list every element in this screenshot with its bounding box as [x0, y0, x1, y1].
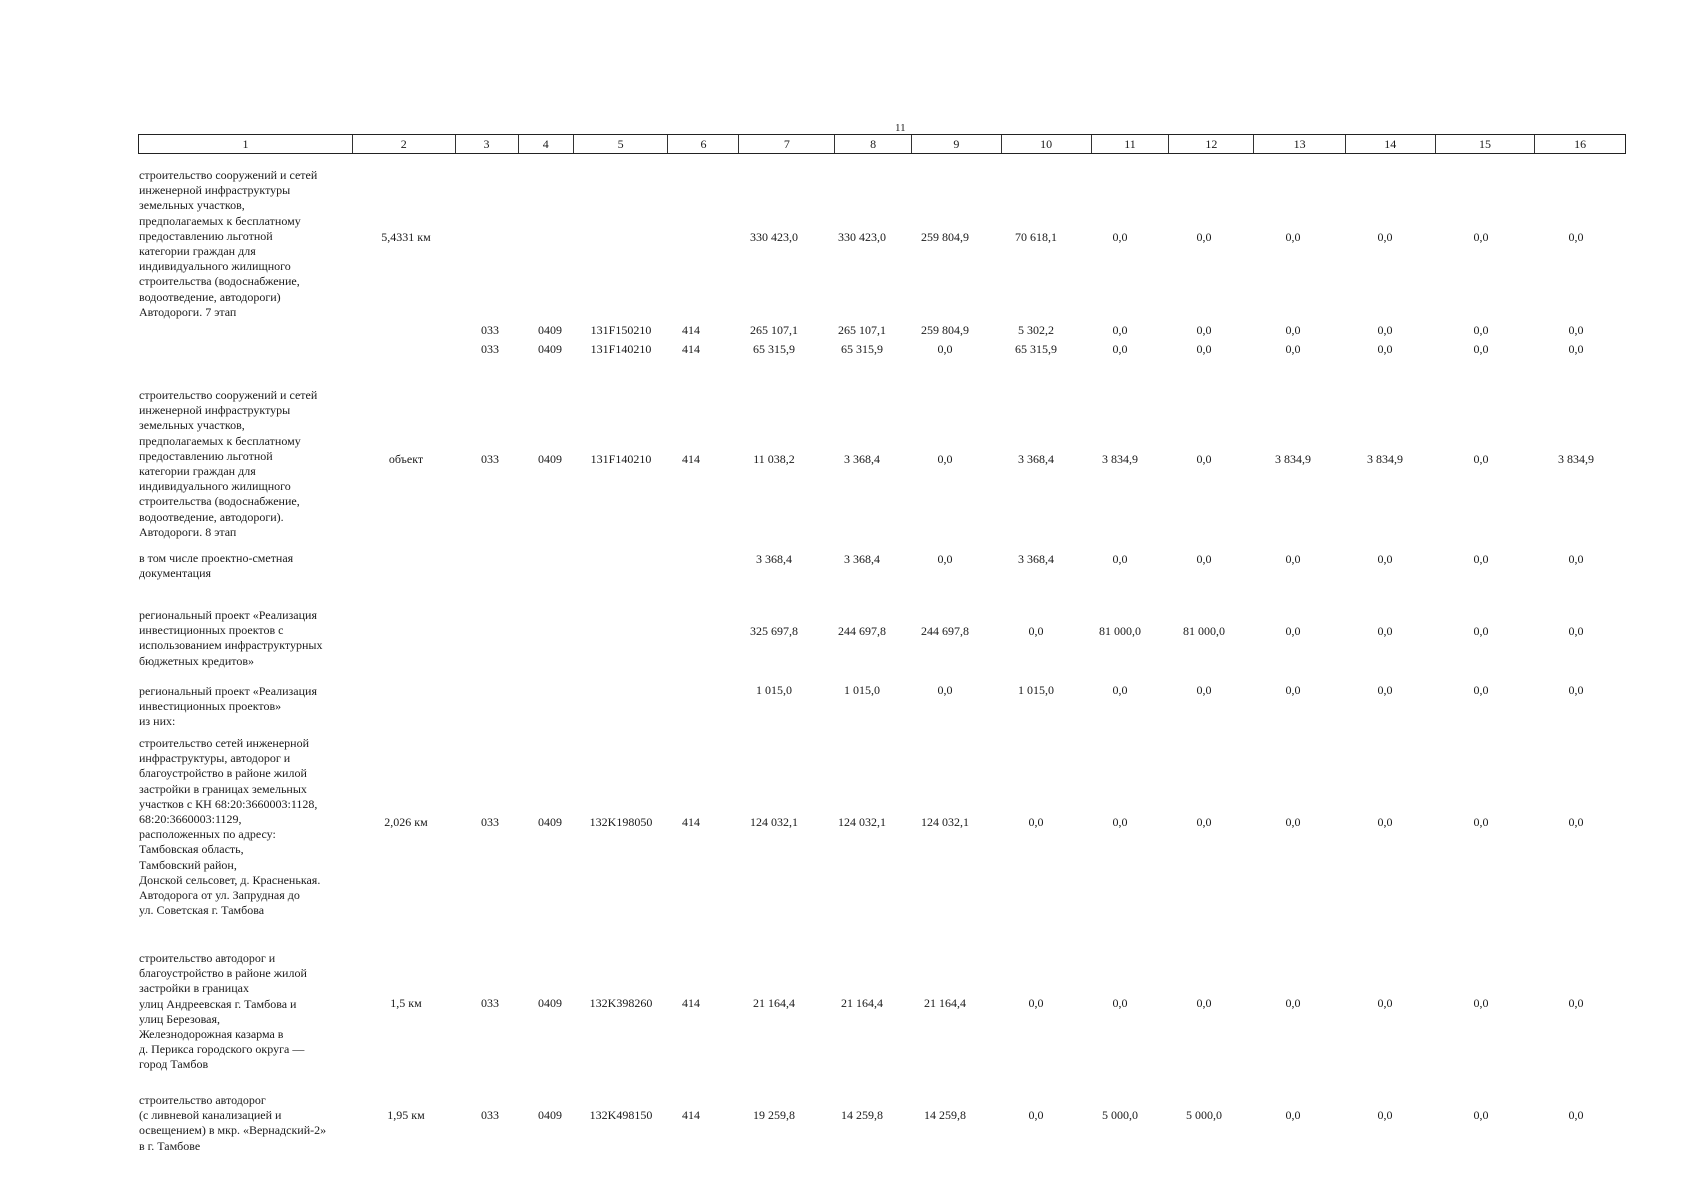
table-cell-c10: 65 315,9 — [1015, 342, 1057, 356]
table-cell-c9: 124 032,1 — [921, 815, 969, 829]
table-cell-c4: 0409 — [538, 452, 562, 466]
table-cell-c9: 0,0 — [937, 452, 953, 466]
table-cell-c8: 244 697,8 — [838, 624, 886, 638]
table-cell-c15: 0,0 — [1473, 323, 1489, 337]
header-cell: 12 — [1169, 135, 1254, 153]
table-cell-c7: 1 015,0 — [756, 683, 792, 697]
table-cell-c3: 033 — [481, 342, 499, 356]
table-cell-c13: 0,0 — [1285, 624, 1301, 638]
header-cell: 4 — [519, 135, 574, 153]
row-label: строительство автодорог и благоустройство в районе жилой застройки в границах улиц Андреевская г. Тамбова и улиц Березовая, Железнодорожная казарма в д. Перикса городского округа — город Тамбов — [139, 951, 307, 1072]
table-cell-c8: 330 423,0 — [838, 230, 886, 244]
table-cell-c16: 0,0 — [1568, 815, 1584, 829]
table-cell-c14: 0,0 — [1377, 996, 1393, 1010]
table-cell-c9: 0,0 — [937, 552, 953, 566]
table-cell-c15: 0,0 — [1473, 230, 1489, 244]
table-cell-c13: 0,0 — [1285, 342, 1301, 356]
table-cell-c11: 0,0 — [1112, 683, 1128, 697]
row-label: строительство сооружений и сетей инженерной инфраструктуры земельных участков, предполагаемых к бесплатному предоставлению льготной категории граждан для индивидуального жилищного строительства (водоснабжение, водоотведение, автодороги) Автодороги. 7 этап — [139, 168, 318, 319]
table-cell-c7: 11 038,2 — [753, 452, 795, 466]
table-cell-c10: 3 368,4 — [1018, 552, 1054, 566]
header-cell: 9 — [912, 135, 1002, 153]
table-cell-c11: 5 000,0 — [1102, 1108, 1138, 1122]
row-label: строительство автодорог (с ливневой канализацией и освещением) в мкр. «Вернадский-2» в г. Тамбове — [139, 1093, 327, 1153]
header-cell: 14 — [1346, 135, 1436, 153]
table-cell-c13: 0,0 — [1285, 1108, 1301, 1122]
table-cell-c9: 259 804,9 — [921, 230, 969, 244]
table-cell-c2: объект — [388, 452, 424, 466]
table-cell-c11: 0,0 — [1112, 815, 1128, 829]
header-cell: 5 — [574, 135, 669, 153]
table-cell-c12: 5 000,0 — [1186, 1108, 1222, 1122]
table-cell-c11: 81 000,0 — [1099, 624, 1141, 638]
table-cell-c10: 70 618,1 — [1015, 230, 1057, 244]
table-cell-c4: 0409 — [538, 342, 562, 356]
header-cell: 15 — [1436, 135, 1536, 153]
table-cell-c8: 265 107,1 — [838, 323, 886, 337]
table-cell-c6: 414 — [682, 815, 700, 829]
header-cell: 3 — [456, 135, 519, 153]
table-cell-c12: 0,0 — [1196, 815, 1212, 829]
table-cell-c13: 0,0 — [1285, 552, 1301, 566]
table-cell-c8: 3 368,4 — [844, 452, 880, 466]
table-cell-c6: 414 — [682, 452, 700, 466]
table-cell-c5: 132K198050 — [589, 815, 653, 829]
table-cell-c13: 0,0 — [1285, 323, 1301, 337]
table-cell-c6: 414 — [682, 323, 700, 337]
table-cell-c15: 0,0 — [1473, 342, 1489, 356]
table-cell-c7: 265 107,1 — [750, 323, 798, 337]
table-header-row — [138, 134, 1626, 154]
header-cell: 2 — [353, 135, 456, 153]
table-cell-c12: 0,0 — [1196, 230, 1212, 244]
table-cell-c8: 65 315,9 — [841, 342, 883, 356]
header-cell: 16 — [1574, 137, 1587, 151]
table-cell-c11: 0,0 — [1112, 996, 1128, 1010]
table-cell-c14: 0,0 — [1377, 323, 1393, 337]
table-cell-c2: 1,95 км — [387, 1108, 425, 1122]
table-cell-c10: 0,0 — [1028, 624, 1044, 638]
table-cell-c9: 244 697,8 — [921, 624, 969, 638]
table-cell-c15: 0,0 — [1473, 624, 1489, 638]
table-cell-c16: 0,0 — [1568, 1108, 1584, 1122]
table-cell-c11: 3 834,9 — [1102, 452, 1138, 466]
table-cell-c13: 0,0 — [1285, 996, 1301, 1010]
table-cell-c8: 14 259,8 — [841, 1108, 883, 1122]
table-cell-c15: 0,0 — [1473, 552, 1489, 566]
table-cell-c4: 0409 — [538, 996, 562, 1010]
table-cell-c5: 131F140210 — [590, 452, 652, 466]
table-cell-c13: 3 834,9 — [1275, 452, 1311, 466]
table-cell-c12: 0,0 — [1196, 683, 1212, 697]
table-cell-c12: 0,0 — [1196, 342, 1212, 356]
row-label: из них: — [139, 714, 176, 728]
table-cell-c15: 0,0 — [1473, 1108, 1489, 1122]
table-cell-c11: 0,0 — [1112, 323, 1128, 337]
table-cell-c10: 0,0 — [1028, 815, 1044, 829]
table-cell-c14: 3 834,9 — [1367, 452, 1403, 466]
table-cell-c12: 0,0 — [1196, 323, 1212, 337]
table-cell-c3: 033 — [481, 1108, 499, 1122]
table-cell-c8: 1 015,0 — [844, 683, 880, 697]
table-cell-c3: 033 — [481, 323, 499, 337]
table-cell-c2: 5,4331 км — [381, 230, 431, 244]
table-cell-c14: 0,0 — [1377, 342, 1393, 356]
table-cell-c16: 0,0 — [1568, 624, 1584, 638]
table-cell-c9: 0,0 — [937, 342, 953, 356]
page-number: 11 — [895, 122, 906, 134]
table-cell-c4: 0409 — [538, 323, 562, 337]
table-cell-c14: 0,0 — [1377, 624, 1393, 638]
table-cell-c4: 0409 — [538, 815, 562, 829]
table-cell-c16: 0,0 — [1568, 996, 1584, 1010]
table-cell-c16: 0,0 — [1568, 552, 1584, 566]
table-cell-c15: 0,0 — [1473, 996, 1489, 1010]
table-cell-c8: 3 368,4 — [844, 552, 880, 566]
table-cell-c15: 0,0 — [1473, 452, 1489, 466]
table-cell-c15: 0,0 — [1473, 815, 1489, 829]
row-label: региональный проект «Реализация инвестиционных проектов с использованием инфраструктурных бюджетных кредитов» — [139, 608, 323, 668]
header-cell: 10 — [1002, 135, 1092, 153]
table-cell-c12: 0,0 — [1196, 552, 1212, 566]
table-cell-c14: 0,0 — [1377, 552, 1393, 566]
table-cell-c8: 21 164,4 — [841, 996, 883, 1010]
table-cell-c9: 0,0 — [937, 683, 953, 697]
table-cell-c14: 0,0 — [1377, 683, 1393, 697]
table-cell-c3: 033 — [481, 815, 499, 829]
table-cell-c13: 0,0 — [1285, 683, 1301, 697]
table-cell-c7: 325 697,8 — [750, 624, 798, 638]
header-cell: 11 — [1092, 135, 1170, 153]
table-cell-c16: 0,0 — [1568, 342, 1584, 356]
table-cell-c10: 5 302,2 — [1018, 323, 1054, 337]
row-label: строительство сооружений и сетей инженерной инфраструктуры земельных участков, предполагаемых к бесплатному предоставлению льготной категории граждан для индивидуального жилищного строительства (водоснабжение, водоотведение, автодороги). Автодороги. 8 этап — [139, 388, 318, 539]
table-cell-c6: 414 — [682, 996, 700, 1010]
table-cell-c9: 259 804,9 — [921, 323, 969, 337]
header-cell: 7 — [739, 135, 835, 153]
table-cell-c15: 0,0 — [1473, 683, 1489, 697]
header-cell: 13 — [1254, 135, 1346, 153]
table-cell-c16: 0,0 — [1568, 230, 1584, 244]
table-cell-c5: 131F140210 — [590, 342, 652, 356]
table-cell-c12: 0,0 — [1196, 452, 1212, 466]
row-label: в том числе проектно-сметная документация — [139, 551, 294, 581]
table-cell-c4: 0409 — [538, 1108, 562, 1122]
table-cell-c12: 0,0 — [1196, 996, 1212, 1010]
table-cell-c13: 0,0 — [1285, 815, 1301, 829]
table-cell-c9: 14 259,8 — [924, 1108, 966, 1122]
table-cell-c7: 65 315,9 — [753, 342, 795, 356]
table-cell-c9: 21 164,4 — [924, 996, 966, 1010]
table-cell-c5: 131F150210 — [590, 323, 652, 337]
table-cell-c11: 0,0 — [1112, 230, 1128, 244]
table-cell-c10: 0,0 — [1028, 1108, 1044, 1122]
header-cell: 8 — [835, 135, 912, 153]
table-cell-c7: 124 032,1 — [750, 815, 798, 829]
table-cell-c12: 81 000,0 — [1183, 624, 1225, 638]
table-cell-c10: 3 368,4 — [1018, 452, 1054, 466]
table-cell-c10: 1 015,0 — [1018, 683, 1054, 697]
table-cell-c14: 0,0 — [1377, 815, 1393, 829]
table-cell-c2: 1,5 км — [390, 996, 422, 1010]
table-cell-c8: 124 032,1 — [838, 815, 886, 829]
table-cell-c2: 2,026 км — [384, 815, 428, 829]
table-cell-c11: 0,0 — [1112, 342, 1128, 356]
table-cell-c7: 21 164,4 — [753, 996, 795, 1010]
table-cell-c10: 0,0 — [1028, 996, 1044, 1010]
table-cell-c5: 132K398260 — [589, 996, 653, 1010]
header-cell: 1 — [139, 135, 353, 153]
table-cell-c13: 0,0 — [1285, 230, 1301, 244]
table-cell-c6: 414 — [682, 1108, 700, 1122]
table-cell-c7: 19 259,8 — [753, 1108, 795, 1122]
table-cell-c16: 3 834,9 — [1558, 452, 1594, 466]
table-cell-c14: 0,0 — [1377, 230, 1393, 244]
table-cell-c3: 033 — [481, 996, 499, 1010]
row-label: строительство сетей инженерной инфраструктуры, автодорог и благоустройство в районе жилой застройки в границах земельных участков с КН 68:20:3660003:1128, 68:20:3660003:1129, расположенных по адресу: Тамбовская область, Тамбовский район, Донской сельсовет, д. Красненькая. Автодорога от ул. Запрудная до ул. Советская г. Тамбова — [139, 736, 321, 918]
table-cell-c14: 0,0 — [1377, 1108, 1393, 1122]
table-cell-c3: 033 — [481, 452, 499, 466]
table-cell-c11: 0,0 — [1112, 552, 1128, 566]
row-label: региональный проект «Реализация инвестиционных проектов» — [139, 684, 317, 714]
table-cell-c7: 330 423,0 — [750, 230, 798, 244]
table-cell-c16: 0,0 — [1568, 683, 1584, 697]
header-cell: 6 — [668, 135, 739, 153]
table-cell-c16: 0,0 — [1568, 323, 1584, 337]
table-cell-c7: 3 368,4 — [756, 552, 792, 566]
table-cell-c6: 414 — [682, 342, 700, 356]
table-cell-c5: 132K498150 — [589, 1108, 653, 1122]
